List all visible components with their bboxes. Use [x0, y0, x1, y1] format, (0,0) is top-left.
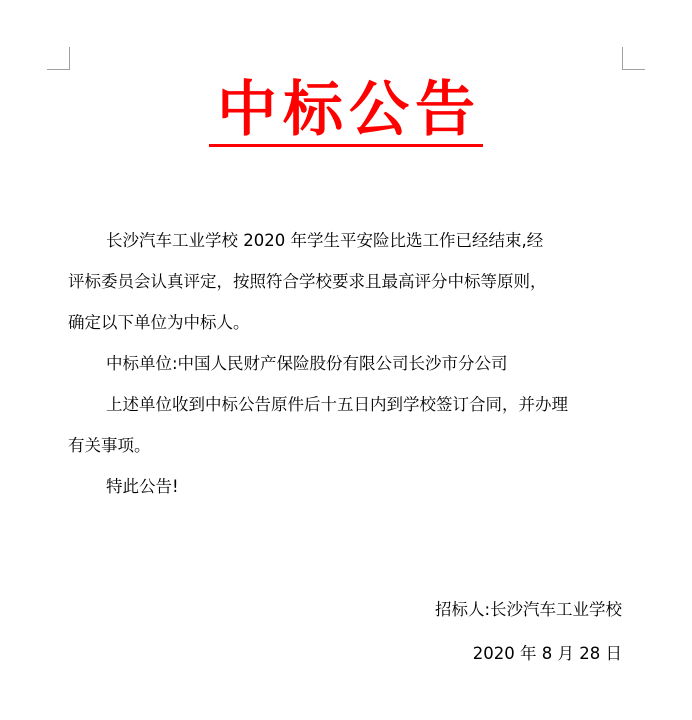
- document-title-block: [0, 72, 692, 148]
- page-corner-mark-top-left: [47, 47, 70, 70]
- paragraph-contract-line-1: 上述单位收到中标公告原件后十五日内到学校签订合同，并办理: [106, 395, 568, 414]
- page-corner-mark-top-right: [622, 47, 645, 70]
- paragraph-intro-line-2: 评标委员会认真评定，按照符合学校要求且最高评分中标等原则，: [68, 272, 547, 291]
- document-title: 中标公告: [209, 76, 483, 147]
- signature-date: 2020 年 8 月 28 日: [472, 644, 622, 663]
- paragraph-intro-line-1: 长沙汽车工业学校 2020 年学生平安险比选工作已经结束,经: [106, 231, 544, 250]
- signature-organization: 招标人:长沙汽车工业学校: [434, 600, 622, 619]
- paragraph-closing: 特此公告!: [106, 477, 179, 496]
- paragraph-winner: 中标单位:中国人民财产保险股份有限公司长沙市分公司: [106, 354, 508, 373]
- paragraph-contract-line-2: 有关事项。: [68, 436, 151, 455]
- paragraph-intro-line-3: 确定以下单位为中标人。: [68, 313, 250, 332]
- document-body: [68, 220, 624, 507]
